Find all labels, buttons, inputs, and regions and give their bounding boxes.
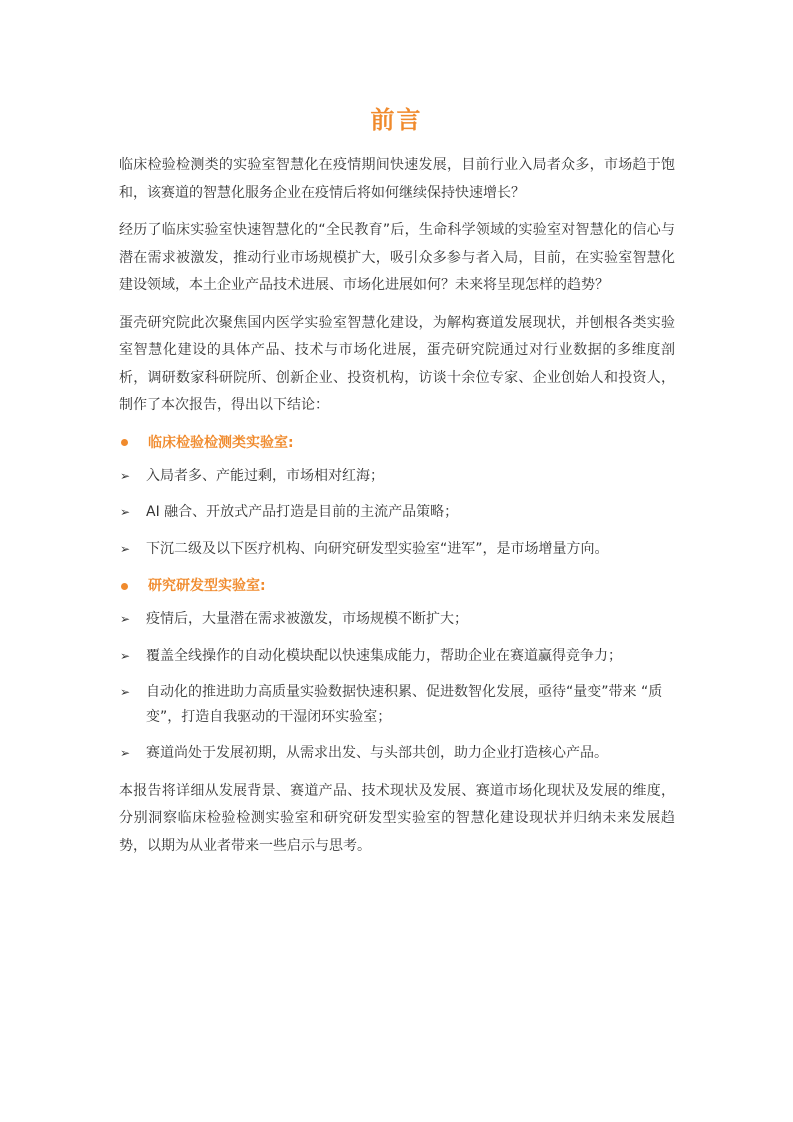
arrow-bullet-icon: ➢ (120, 505, 131, 519)
list-item (119, 607, 675, 632)
closing-paragraph: 本报告将详细从发展背景、赛道产品、技术现状及发展、赛道市场化现状及发展的维度，分别洞察临床检验检测实验室和研究研发型实验室的智慧化建设现状并归纳未来发展趋势，以期为从业者带来一些启示与思考。 (119, 782, 675, 854)
list-item-text: 入局者多、产能过剩，市场相对红海； (146, 467, 384, 484)
list-item-text: 下沉二级及以下医疗机构、向研究研发型实验室“进军”，是市场增量方向。 (146, 540, 609, 557)
list-item-text: AI 融合、开放式产品打造是目前的主流产品策略； (146, 504, 459, 520)
list-item (119, 644, 675, 669)
list-item (119, 500, 675, 525)
list-item (119, 741, 675, 766)
orange-dot-icon (121, 583, 128, 590)
document-body (119, 152, 675, 870)
arrow-bullet-icon: ➢ (120, 648, 131, 663)
arrow-bullet-icon: ➢ (120, 541, 131, 556)
list-item-text: 疫情后，大量潜在需求被激发，市场规模不断扩大； (146, 611, 468, 627)
section-heading-clinical (119, 430, 675, 456)
intro-paragraph-1: 临床检验检测类的实验室智慧化在疫情期间快速发展，目前行业入局者众多，市场趋于饱和，该赛道的智慧化服务企业在疫情后将如何继续保持快速增长？ (119, 157, 675, 201)
list-item (119, 464, 675, 489)
intro-paragraph-3: 蛋壳研究院此次聚焦国内医学实验室智慧化建设，为解构赛道发展现状，并刨根各类实验室智慧化建设的具体产品、技术与市场化进展，蛋壳研究院通过对行业数据的多维度剖析，调研数家科研院所、创新企业、投资机构，访谈十余位专家、企业创始人和投资人，制作了本次报告，得出以下结论： (119, 314, 675, 413)
section-heading-research (119, 573, 675, 599)
list-item (119, 537, 675, 562)
section-heading-text: 研究研发型实验室: (148, 578, 266, 594)
arrow-bullet-icon: ➢ (120, 468, 131, 483)
section-heading-text: 临床检验检测类实验室: (148, 434, 294, 451)
list-item (119, 680, 675, 729)
list-item-text: 覆盖全线操作的自动化模块配以快速集成能力，帮助企业在赛道赢得竞争力； (146, 647, 622, 664)
arrow-bullet-icon: ➢ (120, 746, 131, 760)
orange-dot-icon (121, 439, 128, 446)
list-item-text: 赛道尚处于发展初期，从需求出发、与头部共创，助力企业打造核心产品。 (146, 745, 608, 761)
page-title: 前言 (370, 106, 423, 134)
arrow-bullet-icon: ➢ (120, 685, 131, 699)
arrow-bullet-icon: ➢ (120, 612, 131, 626)
intro-paragraph-2: 经历了临床实验室快速智慧化的“全民教育”后，生命科学领域的实验室对智慧化的信心与潜在需求被激发，推动行业市场规模扩大，吸引众多参与者入局，目前，在实验室智慧化建设领域，本土企业产品技术进展、市场化进展如何？未来将呈现怎样的趋势？ (119, 222, 675, 293)
list-item-text: 自动化的推进助力高质量实验数据快速积累、促进数智化发展，亟待“量变”带来 “质变”，打造自我驱动的干湿闭环实验室； (146, 684, 663, 725)
